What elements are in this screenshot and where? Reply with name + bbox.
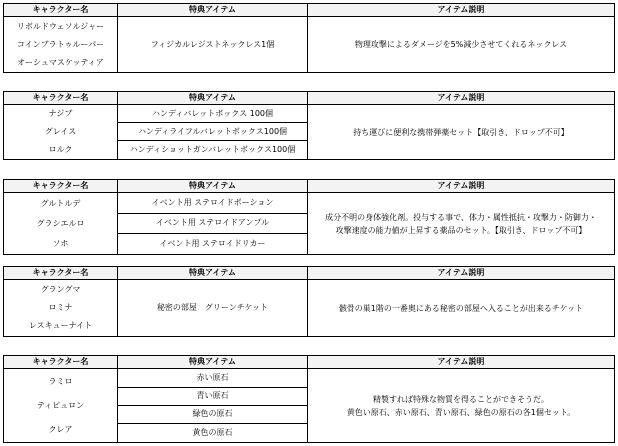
header-description: アイテム説明 (308, 4, 615, 17)
character-name: オーシュマスケッティア (17, 57, 104, 67)
item-cell (118, 17, 308, 73)
character-cell (4, 17, 118, 73)
item-name: 青い原石 (118, 387, 307, 405)
character-name: ナジブ (48, 109, 73, 119)
header-item: 特典アイテム (118, 356, 308, 369)
item-name: 秘密の部屋 グリーンチケット (156, 303, 269, 313)
description-cell (308, 280, 615, 337)
item-name: フィジカルレジストネックレス1個 (150, 39, 275, 49)
description-line: 成分不明の身体強化剤。投与する事で、体力・属性抵抗・攻撃力・防御力・ (325, 212, 597, 222)
item-cell (118, 369, 308, 443)
description-line: 黄色い原石、赤い原石、青い原石、緑色の原石の各1個セット。 (346, 407, 576, 417)
character-name: ロルク (48, 145, 73, 155)
item-name: ハンディショットガンバレットボックス100個 (118, 140, 307, 159)
header-character: キャラクター名 (4, 356, 118, 369)
character-name: ティピュロン (36, 400, 85, 410)
character-name: ラミロ (48, 376, 73, 386)
item-table-4 (3, 266, 615, 337)
item-name: イベント用 ステロイドポーション (151, 198, 274, 208)
header-item: 特典アイテム (118, 180, 308, 193)
character-name: レスキューナイト (28, 321, 93, 331)
description-line: 精製すれば特殊な物質を得ることができそうだ。 (373, 394, 549, 404)
header-description: アイテム説明 (308, 180, 615, 193)
description-cell (308, 17, 615, 73)
description-line: 攻撃速度の能力値が上昇する薬品のセット。【取引き、ドロップ不可】 (335, 225, 587, 235)
header-item: 特典アイテム (118, 267, 308, 280)
description-line: 物理攻撃によるダメージを5%減少させてくれるネックレス (354, 40, 568, 49)
character-name: クレア (48, 424, 73, 434)
item-table-1 (3, 3, 615, 73)
header-character: キャラクター名 (4, 4, 118, 17)
header-character: キャラクター名 (4, 92, 118, 105)
header-description: アイテム説明 (308, 267, 615, 280)
item-name: イベント用 ステロイドリカー (118, 233, 307, 254)
item-table-5 (3, 355, 615, 443)
item-name: ハンディバレットボックス 100個 (151, 108, 273, 118)
item-name: イベント用 ステロイドアンプル (118, 213, 307, 233)
header-item: 特典アイテム (118, 4, 308, 17)
character-name: グルトルデ (40, 198, 81, 208)
description-cell (308, 193, 615, 255)
description-line: 持ち運びに便利な携帯弾薬セット【取引き、ドロップ不可】 (353, 127, 569, 137)
character-cell (4, 369, 118, 443)
header-description: アイテム説明 (308, 92, 615, 105)
item-table-2 (3, 91, 615, 160)
header-description: アイテム説明 (308, 356, 615, 369)
character-name: ロミナ (48, 303, 73, 313)
item-table-3 (3, 179, 615, 255)
item-cell (118, 193, 308, 255)
character-cell (4, 105, 118, 160)
description-cell (308, 369, 615, 443)
description-cell (308, 105, 615, 160)
item-name: 緑色の原石 (118, 405, 307, 423)
header-character: キャラクター名 (4, 180, 118, 193)
character-name: リボルドウェソルジャー (16, 21, 105, 31)
item-name: ハンディライフルバレットボックス100個 (118, 122, 307, 140)
item-cell (118, 105, 308, 160)
item-name: 赤い原石 (196, 373, 229, 383)
character-name: グラングマ (40, 285, 81, 295)
character-cell (4, 280, 118, 337)
character-cell (4, 193, 118, 255)
item-name: 黄色の原石 (118, 423, 307, 442)
character-name: グラシエルロ (36, 218, 85, 228)
character-name: ソホ (52, 238, 69, 248)
description-line: 骸骨の巣1階の一番奥にある秘密の部屋へ入ることが出来るチケット (338, 303, 584, 313)
item-cell (118, 280, 308, 337)
character-name: グレイス (44, 127, 77, 137)
header-item: 特典アイテム (118, 92, 308, 105)
character-name: コインブラトゥルーパー (16, 39, 105, 49)
header-character: キャラクター名 (4, 267, 118, 280)
